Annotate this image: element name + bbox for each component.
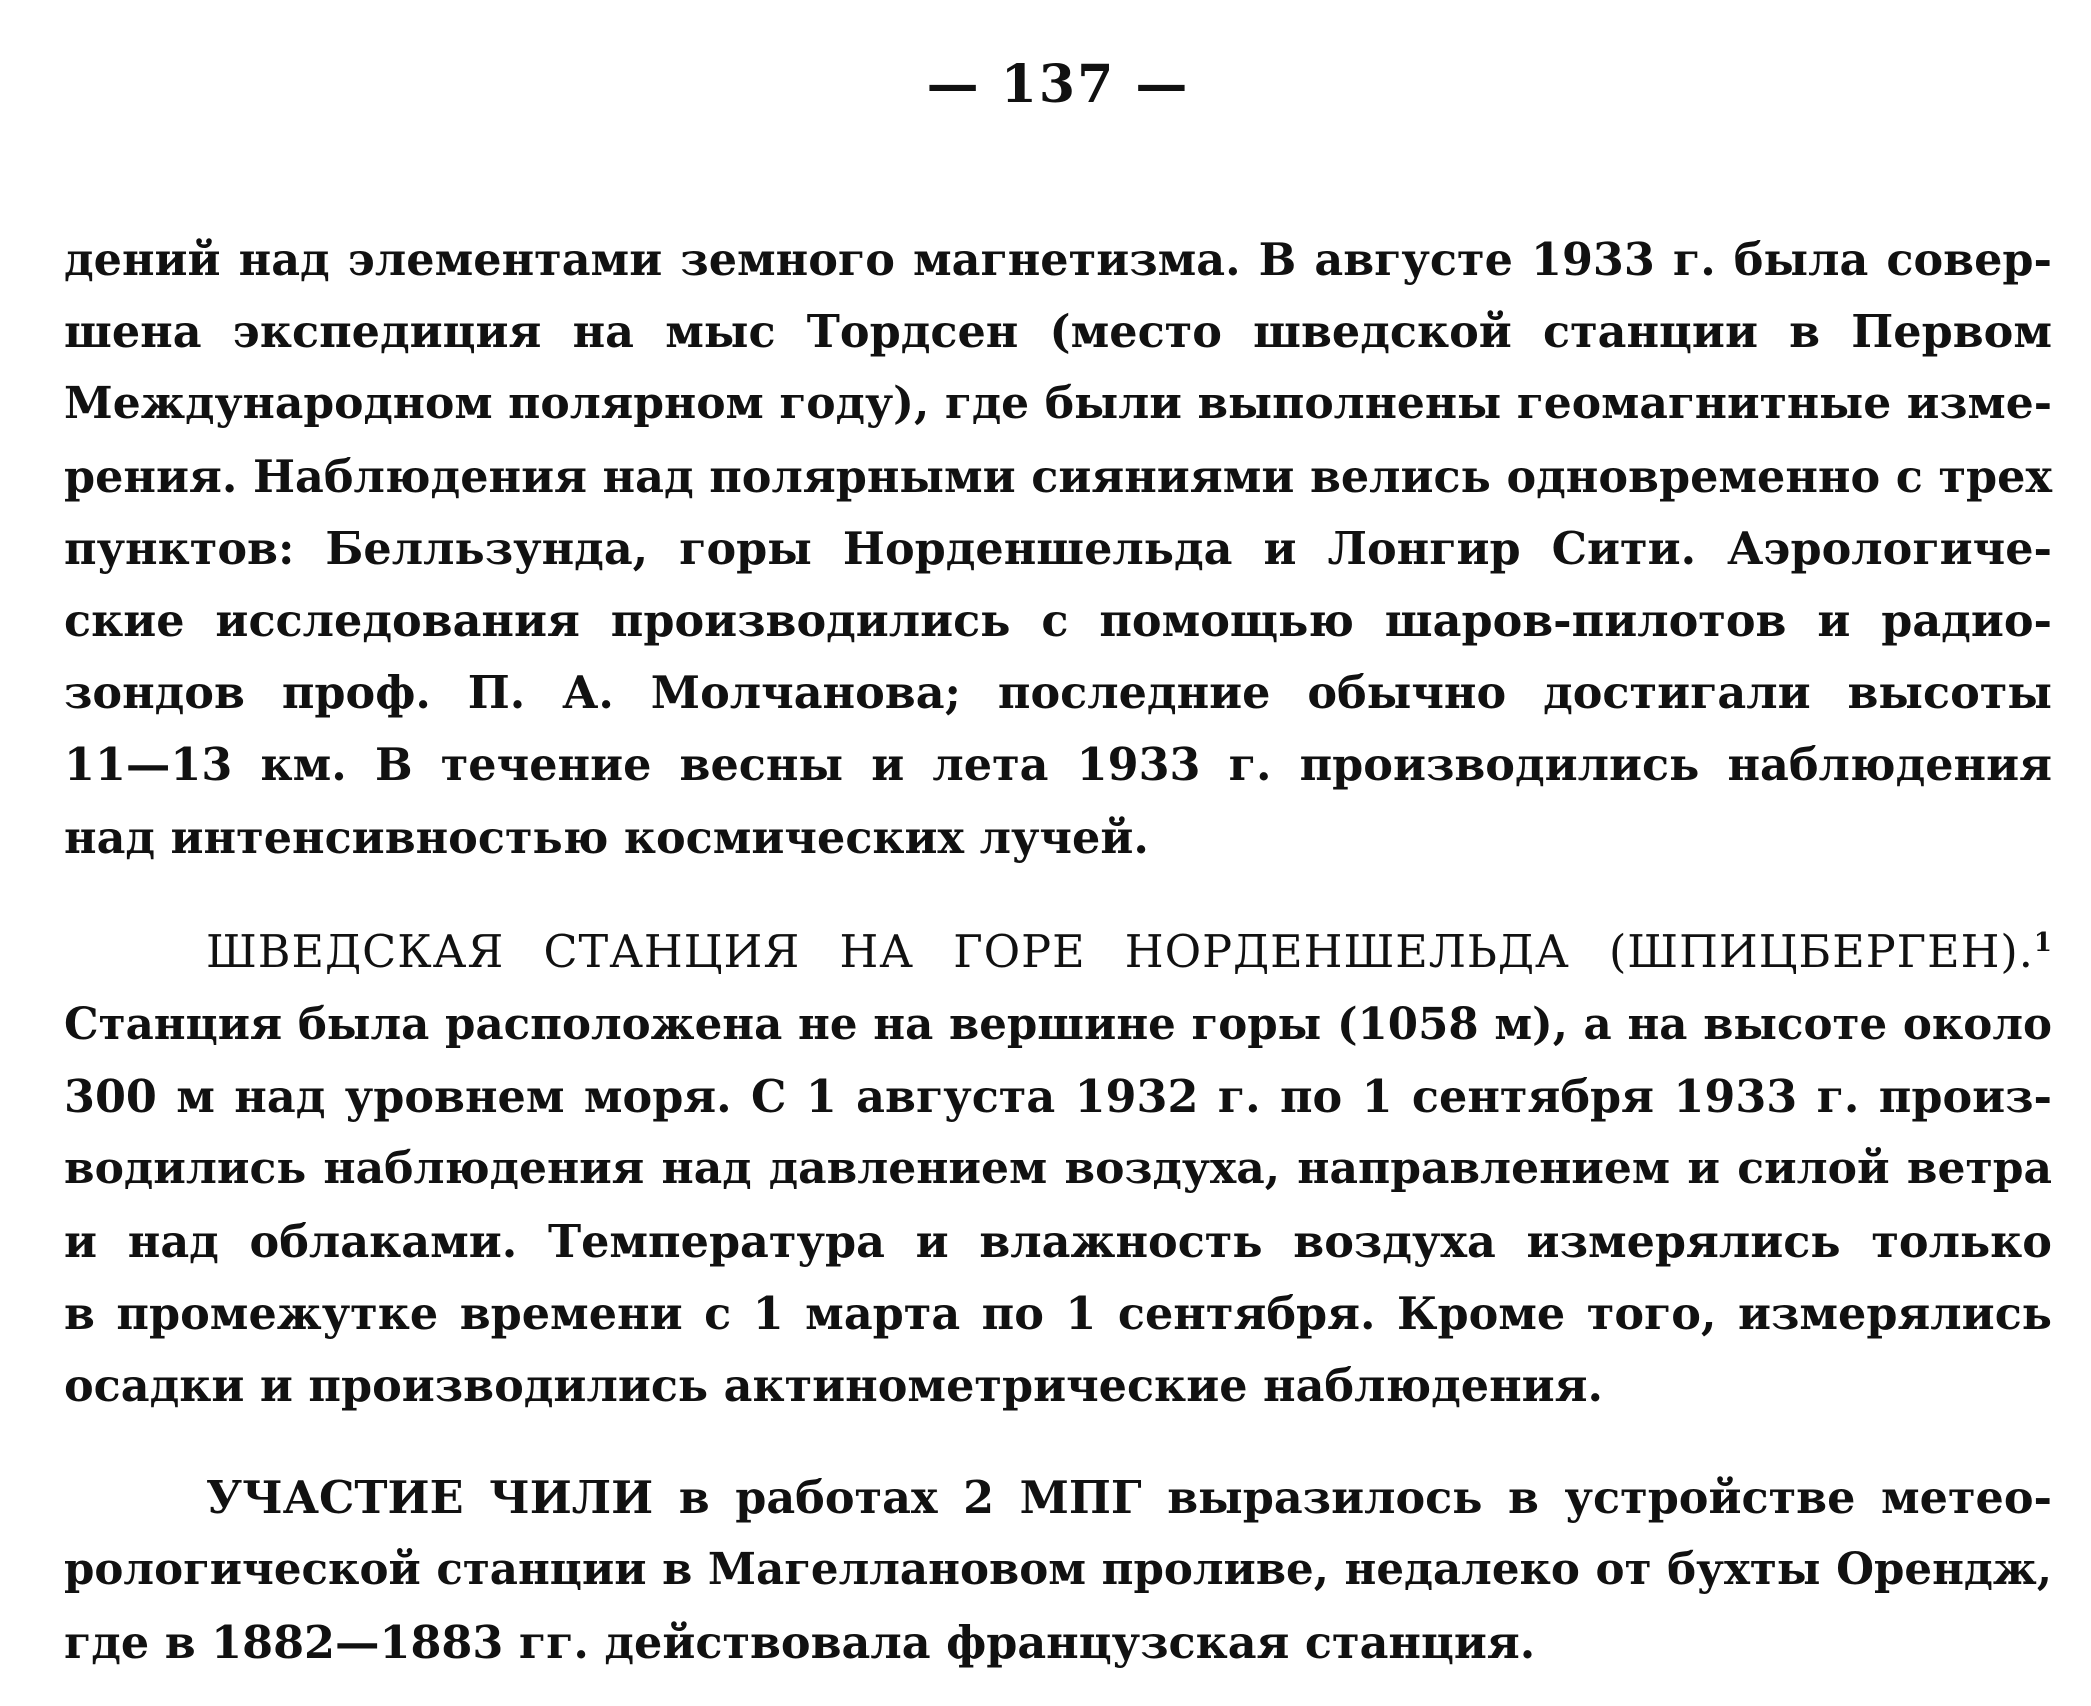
page-number: — 137 — <box>926 54 1190 115</box>
text-line: шена экспедиция на мыс Тордсен (место шведской станции в Первом <box>64 306 2052 359</box>
text-line: рологической станции в Магеллановом проливе, недалеко от бухты Орендж, <box>64 1544 2052 1596</box>
text-line: Международном полярном году), где были выполнены геомагнитные изме- <box>64 378 2052 430</box>
book-page <box>64 40 2052 1679</box>
footnote-mark: 1 <box>2033 928 2052 958</box>
text-line: 300 м над уровнем моря. С 1 августа 1932 г. по 1 сентября 1933 г. произ- <box>64 1071 2052 1124</box>
paragraph-chile <box>64 1462 2052 1679</box>
text-line: и над облаками. Температура и влажность воздуха измерялись только <box>64 1215 2052 1268</box>
text-line: 11—13 км. В течение весны и лета 1933 г. производились наблюдения <box>64 739 2052 792</box>
text-line: над интенсивностью космических лучей. <box>64 811 1149 864</box>
paragraph-geomagnetism <box>64 224 2052 874</box>
text-line: где в 1882—1883 гг. действовала французская станция. <box>64 1616 1536 1669</box>
text-line: Станция была расположена не на вершине горы (1058 м), а на высоте около <box>64 999 2052 1051</box>
text-line: в промежутке времени с 1 марта по 1 сентября. Кроме того, измерялись <box>64 1287 2052 1340</box>
text-line: пунктов: Белльзунда, горы Норденшельда и Лонгир Сити. Аэрологиче- <box>64 522 2052 575</box>
text-line: УЧАСТИЕ ЧИЛИ в работах 2 МПГ выразилось в устройстве метео- <box>206 1472 2052 1525</box>
text-line: зондов проф. П. А. Молчанова; последние обычно достигали высоты <box>64 667 2052 720</box>
text-line: водились наблюдения над давлением воздуха, направлением и силой ветра <box>64 1143 2052 1195</box>
text-line: рения. Наблюдения над полярными сияниями велись одновременно с трех <box>64 450 2052 503</box>
section-heading-line <box>64 916 2052 989</box>
text-line: осадки и производились актинометрические наблюдения. <box>64 1360 1604 1413</box>
section-heading: ШВЕДСКАЯ СТАНЦИЯ НА ГОРЕ НОРДЕНШЕЛЬДА (ШПИЦБЕРГЕН). <box>206 926 2034 978</box>
paragraph-swedish-station <box>64 916 2052 1422</box>
text-line: ские исследования производились с помощью шаров-пилотов и радио- <box>64 595 2052 648</box>
text-line: дений над элементами земного магнетизма. В августе 1933 г. была совер- <box>64 234 2052 286</box>
